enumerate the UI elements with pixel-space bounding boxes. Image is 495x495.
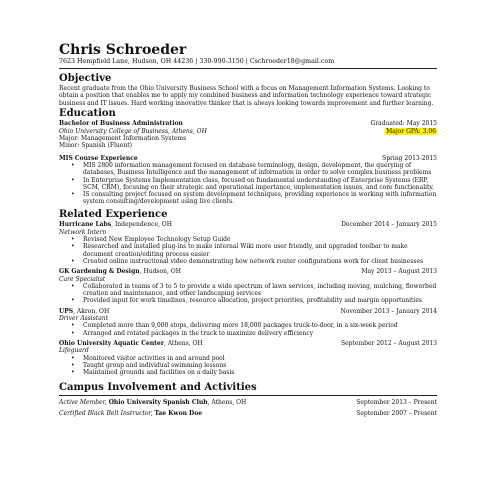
company: UPS	[59, 307, 74, 315]
job-bullets	[59, 322, 437, 336]
company: Hurricane Labs	[59, 221, 112, 229]
campus-role: Certified Black Belt Instructor,	[59, 409, 153, 417]
list-item: • Researched and installed plug-ins to make internal Wiki more user friendly, and upgraded toolbar to make document creation/editing process easier	[75, 243, 437, 257]
school-row	[59, 128, 437, 135]
job-entry	[59, 221, 437, 265]
campus-item	[59, 399, 437, 406]
job-header	[59, 340, 437, 347]
job-title-line	[59, 340, 203, 347]
course-bullets	[59, 162, 437, 205]
campus-item-title	[59, 410, 202, 417]
course-title: MIS Course Experience	[59, 154, 138, 162]
job-dates: November 2013 – January 2014	[340, 307, 437, 315]
degree-row	[59, 120, 437, 127]
list-item: • MIS 2800 information management focused on database terminology, design, development, the querying of databases, Business Intelligence and the management of information in order to solve complex business problems	[75, 162, 437, 176]
list-item: • In Enterprise Systems Implementation class, focused on fundamental understanding of Enterprise Systems (ERP, SCM, CRM), focusing on their strategic and operational importance, implementation issues, and core functionality.	[75, 177, 437, 191]
job-bullets	[59, 355, 437, 377]
header-divider	[59, 68, 437, 69]
campus-location: , Athens, OH	[207, 399, 247, 407]
campus-item	[59, 410, 437, 417]
list-item: • Arranged and rotated packages in the truck to maximize delivery efficiency	[75, 330, 437, 337]
job-dates: December 2014 – January 2015	[341, 221, 437, 229]
job-header	[59, 268, 437, 275]
job-entry	[59, 308, 437, 337]
course-dates: Spring 2013-2015	[382, 154, 437, 162]
list-item: • Monitored visitor activities in and around pool	[75, 355, 437, 362]
campus-dates: September 2013 – Present	[356, 399, 437, 407]
objective-heading: Objective	[59, 73, 112, 84]
company: GK Gardening & Design	[59, 268, 140, 276]
campus-org: Ohio University Spanish Club	[108, 399, 208, 407]
job-role: Care Specialist	[59, 275, 106, 283]
candidate-name: Chris Schroeder	[59, 42, 187, 58]
campus-role: Active Member,	[59, 399, 107, 407]
job-header	[59, 221, 437, 228]
list-item: • Maintained grounds and facilities on a daily basis	[75, 369, 437, 376]
job-entry	[59, 268, 437, 304]
contact-line: 7623 Hempfield Lane, Hudson, OH 44236 | 330-990-3150 | Cschroeder18@gmail.com	[59, 58, 335, 65]
experience-heading: Related Experience	[59, 209, 168, 221]
job-location: , Hudson, OH	[139, 268, 181, 276]
major: Major: Management Information Systems	[59, 135, 187, 143]
campus-dates: September 2007 – Present	[356, 409, 437, 417]
education-heading: Education	[59, 108, 116, 120]
job-entry	[59, 340, 437, 376]
gpa-highlight: Major GPA: 3.06	[386, 127, 436, 135]
minor: Minor: Spanish (Fluent)	[59, 142, 132, 150]
list-item: • Collaborated in teams of 3 to 5 to provide a wide spectrum of lawn services, including moving, mulching, flowerbed creation and maintenance, and other landscaping services	[75, 283, 437, 297]
job-title-line	[59, 308, 109, 315]
job-title-line	[59, 221, 172, 228]
job-location: , Akron, OH	[73, 307, 110, 315]
resume-document	[59, 42, 437, 417]
job-role: Driver Assistant	[59, 314, 109, 322]
list-item: • Taught group and individual swimming lessons	[75, 362, 437, 369]
objective-text: Recent graduate from the Ohio University Business School with a focus on Management Information Systems. Looking to obtain a position that enables me to apply my combined business and information technology experience toward strategic business and IT issues. Hard working innovative thinker that is always looking towards improvement and further learning.	[59, 85, 434, 107]
graduation-date: Graduated: May 2015	[370, 120, 437, 128]
job-role: Lifeguard	[59, 347, 89, 355]
list-item: • Completed more than 9,000 stops, delivering more 18,000 packages truck-to-door, in a six-week period	[75, 322, 437, 329]
campus-org: Tae Kwon Doe	[154, 409, 203, 417]
job-role: Network Intern	[59, 228, 107, 236]
job-location: , Independence, OH	[111, 221, 172, 229]
job-dates: September 2012 – August 2013	[341, 339, 437, 347]
job-bullets	[59, 283, 437, 305]
company: Ohio University Aquatic Center	[59, 339, 164, 347]
degree: Bachelor of Business Administration	[59, 120, 183, 128]
job-header	[59, 308, 437, 315]
list-item: • Provided input for work timelines, resource allocation, project priorities, profitability and margin opportunities	[75, 297, 437, 304]
job-dates: May 2013 – August 2013	[361, 268, 437, 276]
job-bullets	[59, 236, 437, 265]
list-item: • Revised New Employee Technology Setup Guide	[75, 236, 437, 243]
job-title-line	[59, 268, 181, 275]
school: Ohio University College of Business, Athens, OH	[59, 127, 207, 135]
course-row	[59, 155, 437, 162]
campus-divider	[59, 395, 437, 396]
list-item: • IS consulting project focused on system development techniques, providing experience in working with information system consulting/development using live clients.	[75, 191, 437, 205]
campus-heading: Campus Involvement and Activities	[59, 382, 257, 394]
list-item: • Created online instructional video demonstrating how network router configurations work for client businesses	[75, 258, 437, 265]
job-location: , Athens, OH	[163, 339, 203, 347]
campus-item-title	[59, 399, 246, 406]
